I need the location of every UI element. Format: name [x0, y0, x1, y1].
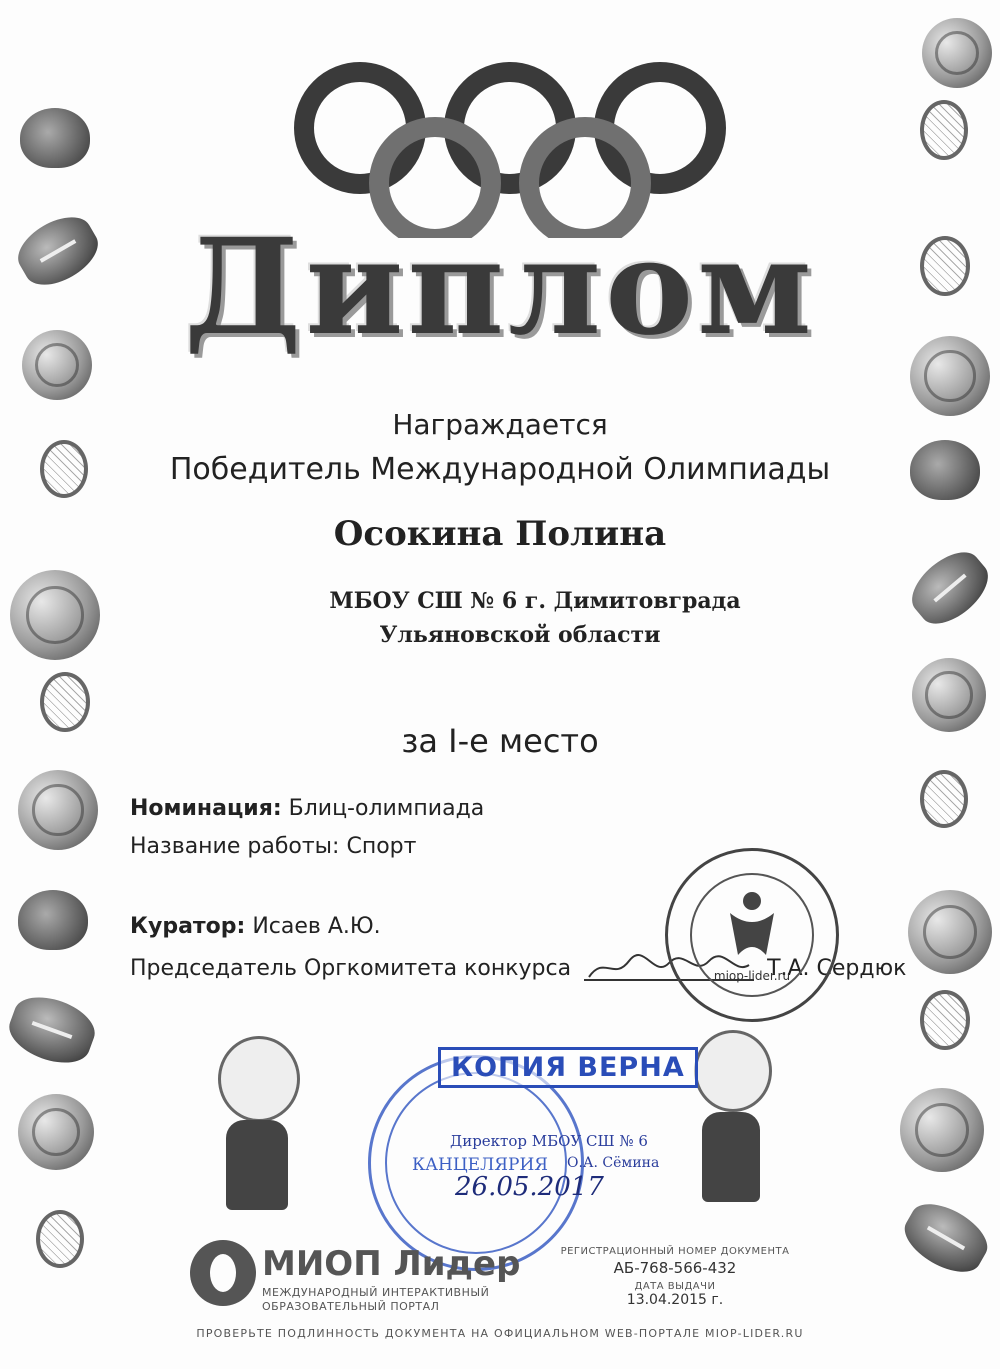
soccer-ball-icon [18, 770, 98, 850]
football-icon [896, 1193, 997, 1283]
director-name: О.А. Сёмина [567, 1155, 660, 1171]
nomination-value: Блиц-олимпиада [288, 796, 485, 821]
soccer-ball-icon [900, 1088, 984, 1172]
copy-verified-stamp: КОПИЯ ВЕРНА [438, 1047, 698, 1088]
school-region: Ульяновской области [379, 622, 661, 648]
work-title-label: Название работы: [130, 834, 340, 859]
basketball-icon [908, 890, 992, 974]
curator-row [130, 914, 381, 939]
organization-stamp [665, 848, 839, 1022]
work-title-value: Спорт [346, 834, 417, 859]
chairman-name: Т.А. Сердюк [767, 956, 907, 981]
registration-number-label: РЕГИСТРАЦИОННЫЙ НОМЕР ДОКУМЕНТА [560, 1246, 790, 1257]
chairman-label: Председатель Оргкомитета конкурса [130, 956, 572, 981]
issue-date-label: ДАТА ВЫДАЧИ [634, 1281, 716, 1292]
badminton-racket-icon [920, 100, 968, 160]
table-tennis-paddle-icon [20, 108, 90, 168]
football-icon [2, 987, 101, 1072]
director-title: Директор МБОУ СШ № 6 [450, 1132, 648, 1150]
office-label: КАНЦЕЛЯРИЯ [412, 1155, 548, 1175]
stamp-site: miop-lider.ru [713, 969, 791, 983]
nomination-label: Номинация: [130, 796, 282, 821]
badminton-racket-icon [36, 1210, 84, 1268]
logo-subtitle-line1: МЕЖДУНАРОДНЫЙ ИНТЕРАКТИВНЫЙ [262, 1286, 490, 1299]
recipient-name: Осокина Полина [333, 514, 667, 554]
soccer-ball-icon [922, 18, 992, 88]
certification-date: 26.05.2017 [455, 1172, 604, 1202]
diploma-title: Диплом [184, 210, 816, 365]
person-logo-icon [726, 891, 778, 961]
issue-date: 13.04.2015 г. [626, 1292, 724, 1308]
logo-subtitle [262, 1286, 489, 1314]
curator-value: Исаев А.Ю. [252, 914, 381, 939]
verification-notice: ПРОВЕРЬТЕ ПОДЛИННОСТЬ ДОКУМЕНТА НА ОФИЦИАЛЬНОМ WEB-ПОРТАЛЕ MIOP-LIDER.RU [196, 1327, 804, 1340]
volleyball-icon [912, 658, 986, 732]
nomination-row [130, 796, 484, 821]
winner-label: Победитель Международной Олимпиады [169, 452, 831, 487]
badminton-racket-icon [920, 770, 968, 828]
volleyball-icon [18, 1094, 94, 1170]
work-title-row [130, 834, 416, 859]
awarded-label: Награждается [392, 408, 608, 441]
place-award: за I-е место [401, 722, 599, 760]
tennis-racket-icon [920, 990, 970, 1050]
curator-label: Куратор: [130, 914, 246, 939]
registration-block [560, 1246, 790, 1308]
registration-number: АБ-768-566-432 [613, 1259, 737, 1277]
miop-logo-icon [190, 1240, 256, 1306]
logo-subtitle-line2: ОБРАЗОВАТЕЛЬНЫЙ ПОРТАЛ [262, 1300, 440, 1313]
school-name: МБОУ СШ № 6 г. Димитовграда [329, 588, 741, 614]
table-tennis-paddle-icon [18, 890, 88, 950]
logo-name: МИОП Лидер [262, 1244, 521, 1284]
girl-illustration [180, 1030, 330, 1230]
